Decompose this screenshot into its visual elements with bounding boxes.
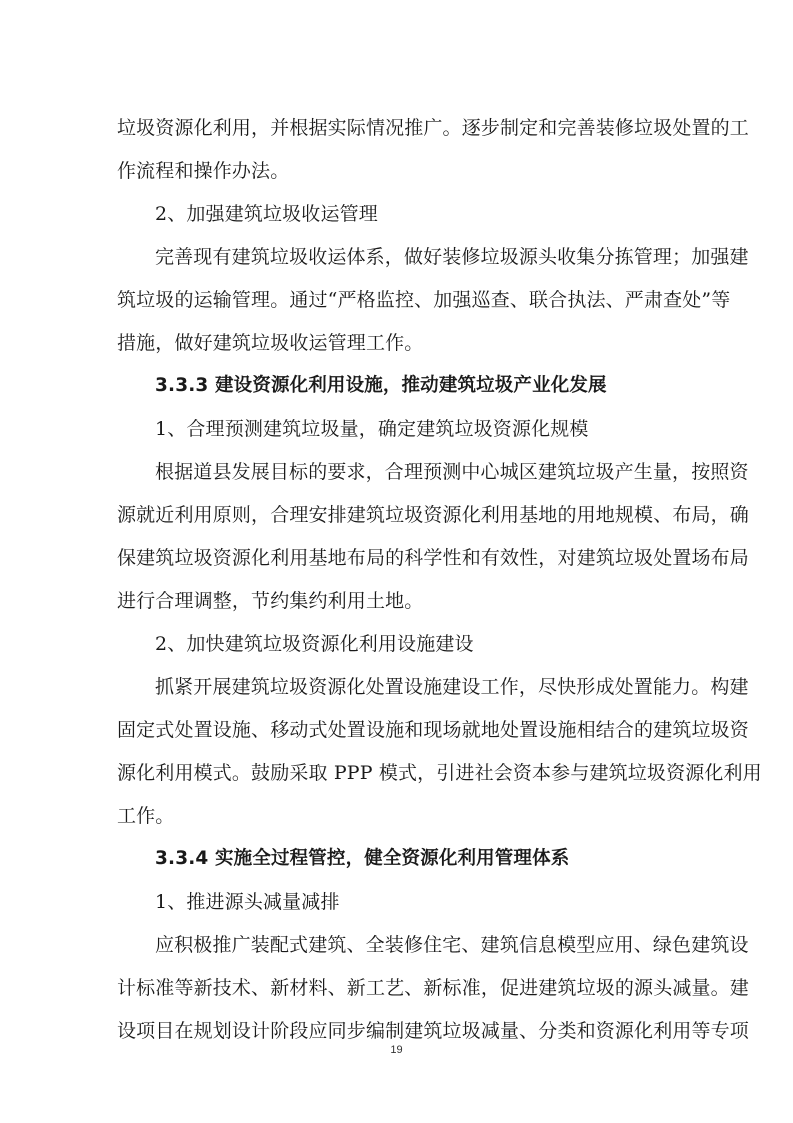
paragraph-first-line: 应积极推广装配式建筑、全装修住宅、建筑信息模型应用、绿色建筑设 <box>155 934 749 956</box>
body-text-line: 措施，做好建筑垃圾收运管理工作。 <box>117 332 424 354</box>
body-text-line: 作流程和操作办法。 <box>117 160 290 182</box>
body-text-line: 工作。 <box>117 805 175 827</box>
body-text-line: 计标准等新技术、新材料、新工艺、新标准，促进建筑垃圾的源头减量。建 <box>117 977 749 999</box>
item-heading: 1、推进源头减量减排 <box>155 891 340 913</box>
body-text-line: 固定式处置设施、移动式处置设施和现场就地处置设施相结合的建筑垃圾资 <box>117 719 749 741</box>
body-text-line: 源化利用模式。鼓励采取 PPP 模式，引进社会资本参与建筑垃圾资源化利用 <box>117 762 762 784</box>
body-text-line: 筑垃圾的运输管理。通过“严格监控、加强巡查、联合执法、严肃查处”等 <box>117 289 731 311</box>
paragraph-first-line: 抓紧开展建筑垃圾资源化处置设施建设工作，尽快形成处置能力。构建 <box>155 676 749 698</box>
body-text-line: 进行合理调整，节约集约利用土地。 <box>117 590 424 612</box>
body-text-line: 源就近利用原则，合理安排建筑垃圾资源化利用基地的用地规模、布局，确 <box>117 504 749 526</box>
item-heading: 2、加快建筑垃圾资源化利用设施建设 <box>155 633 474 655</box>
body-text-line: 保建筑垃圾资源化利用基地布局的科学性和有效性，对建筑垃圾处置场布局 <box>117 547 749 569</box>
page-number: 19 <box>390 1044 403 1056</box>
section-heading-3-3-4: 3.3.4 实施全过程管控，健全资源化利用管理体系 <box>155 848 570 869</box>
item-heading: 2、加强建筑垃圾收运管理 <box>155 203 378 225</box>
body-text-line: 垃圾资源化利用，并根据实际情况推广。逐步制定和完善装修垃圾处置的工 <box>117 117 749 139</box>
paragraph-first-line: 完善现有建筑垃圾收运体系，做好装修垃圾源头收集分拣管理；加强建 <box>155 246 749 268</box>
body-text-line: 设项目在规划设计阶段应同步编制建筑垃圾减量、分类和资源化利用等专项 <box>117 1020 749 1042</box>
paragraph-first-line: 根据道县发展目标的要求，合理预测中心城区建筑垃圾产生量，按照资 <box>155 461 749 483</box>
item-heading: 1、合理预测建筑垃圾量，确定建筑垃圾资源化规模 <box>155 418 589 440</box>
section-heading-3-3-3: 3.3.3 建设资源化利用设施，推动建筑垃圾产业化发展 <box>155 375 607 396</box>
